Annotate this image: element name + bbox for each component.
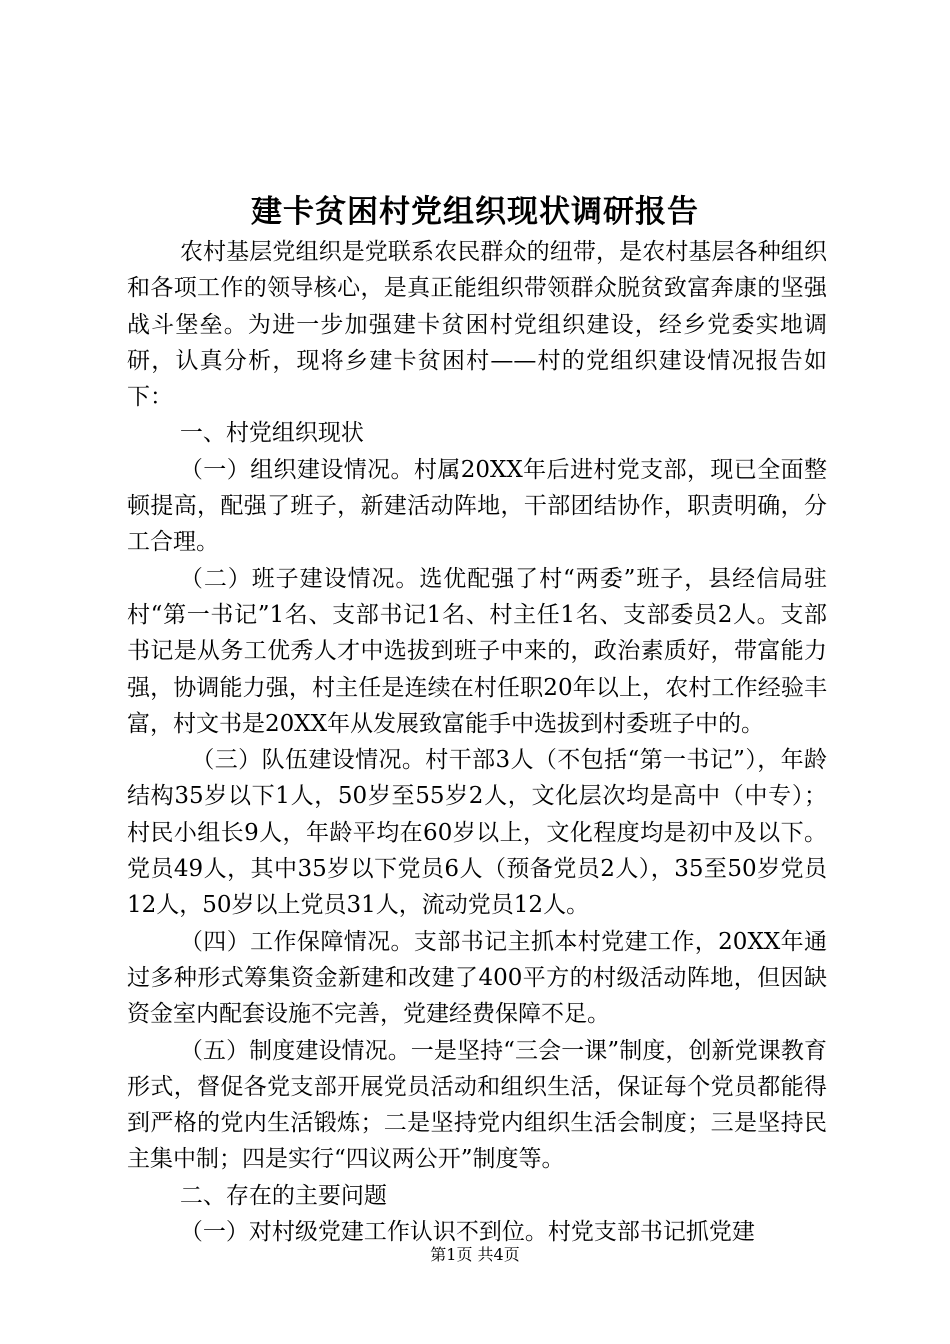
section-heading-2: 二、存在的主要问题 <box>179 1182 387 1209</box>
document-title: 建卡贫困村党组织现状调研报告 <box>251 194 699 230</box>
paragraph-intro: 农村基层党组织是党联系农民群众的纽带，是农村基层各种组织和各项工作的领导核心，是真正能组织带领群众脱贫致富奔康的坚强战斗堡垒。为进一步加强建卡贫困村党组织建设，经乡党委实地调研，认真分析，现将乡建卡贫困村——村的党组织建设情况报告如下： <box>127 239 827 411</box>
paragraph-support: （四）工作保障情况。支部书记主抓本村党建工作，20XX年通过多种形式筹集资金新建和改建了400平方的村级活动阵地，但因缺资金室内配套设施不完善，党建经费保障不足。 <box>127 928 827 1028</box>
page-footer: 第1页 共4页 <box>430 1245 520 1264</box>
paragraph-organization: （一）组织建设情况。村属20XX年后进村党支部，现已全面整顿提高，配强了班子，新建活动阵地，干部团结协作，职责明确，分工合理。 <box>127 456 827 556</box>
paragraph-team: （三）队伍建设情况。村干部3人（不包括“第一书记”），年龄结构35岁以下1人，50岁至55岁2人，文化层次均是高中（中专）；村民小组长9人，年龄平均在60岁以上，文化程度均是初中及以下。党员49人，其中35岁以下党员6人（预备党员2人），35至50岁党员12人，50岁以上党员31人，流动党员12人。 <box>127 747 827 919</box>
paragraph-system: （五）制度建设情况。一是坚持“三会一课”制度，创新党课教育形式，督促各党支部开展党员活动和组织生活，保证每个党员都能得到严格的党内生活锻炼；二是坚持党内组织生活会制度；三是坚持民主集中制；四是实行“四议两公开”制度等。 <box>127 1037 827 1173</box>
paragraph-leadership: （二）班子建设情况。选优配强了村“两委”班子，县经信局驻村“第一书记”1名、支部书记1名、村主任1名、支部委员2人。支部书记是从务工优秀人才中选拔到班子中来的，政治素质好，带富能力强，协调能力强，村主任是连续在村任职20年以上，农村工作经验丰富，村文书是20XX年从发展致富能手中选拔到村委班子中的。 <box>127 565 827 737</box>
document-body <box>127 234 827 1250</box>
section-heading-1: 一、村党组织现状 <box>179 420 364 447</box>
paragraph-problem-1: （一）对村级党建工作认识不到位。村党支部书记抓党建 <box>179 1219 755 1246</box>
